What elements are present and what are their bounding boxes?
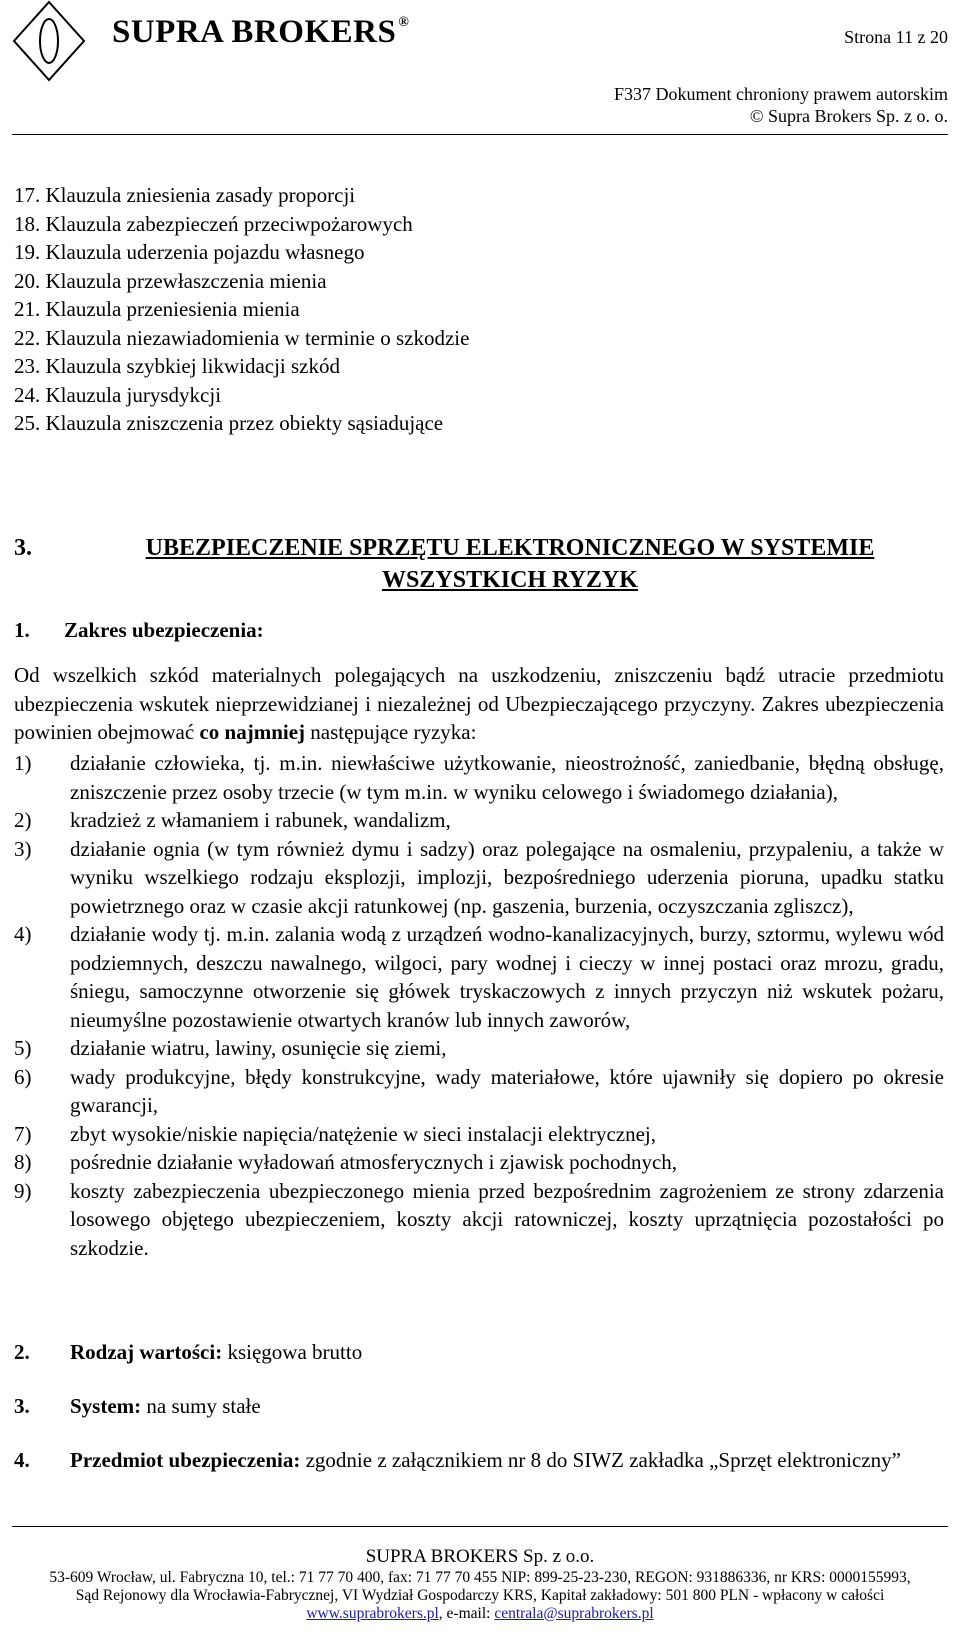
clause-item: 23. Klauzula szybkiej likwidacji szkód	[14, 354, 341, 378]
clause-item: 24. Klauzula jurysdykcji	[14, 382, 222, 407]
copyright-notice	[614, 83, 948, 127]
value-type-item: 2. Rodzaj wartości: księgowa brutto	[14, 1340, 363, 1364]
item-label: Przedmiot ubezpieczenia:	[70, 1448, 301, 1472]
clause-item: 21. Klauzula przeniesienia mienia	[14, 297, 300, 321]
clause-item: 17. Klauzula zniesienia zasady proporcji	[14, 183, 356, 207]
system-item: 3. System: na sumy stałe	[14, 1394, 261, 1418]
scope-intro: Od wszelkich szkód materialnych polegających na uszkodzeniu, zniszczeniu bądź utracie przedmiotu ubezpieczenia wskutek nieprzewidzianej i niezależnej od Ubezpieczającego przyczyny. Zakres ubezpieczenia powinien obejmować co najmniej następujące ryzyka:	[14, 663, 944, 744]
document-protection-line: F337 Dokument chroniony prawem autorskim	[614, 84, 948, 104]
copyright-line: © Supra Brokers Sp. z o. o.	[749, 106, 948, 126]
footer-contact: www.suprabrokers.pl, e-mail: centrala@suprabrokers.pl	[306, 1605, 654, 1622]
footer-address: 53-609 Wrocław, ul. Fabryczna 10, tel.: 71 77 70 400, fax: 71 77 70 455 NIP: 899-25-23-230, REGON: 931886336, nr KRS: 0000155993,	[49, 1569, 911, 1586]
risk-item: 7) zbyt wysokie/niskie napięcia/natężenie w sieci instalacji elektrycznej,	[14, 1121, 657, 1146]
page-number: Strona 11 z 20	[844, 27, 948, 47]
risk-item: 2) kradzież z włamaniem i rabunek, wandalizm,	[14, 808, 451, 832]
clauses-list	[14, 181, 469, 438]
clause-item: 20. Klauzula przewłaszczenia mienia	[14, 268, 327, 293]
company-logo	[12, 0, 86, 82]
footer-company: SUPRA BROKERS Sp. z o.o.	[365, 1546, 595, 1567]
section-title: UBEZPIECZENIE SPRZĘTU ELEKTRONICZNEGO W SYSTEMIE WSZYSTKICH RYZYK	[145, 535, 875, 593]
website-link[interactable]: www.suprabrokers.pl	[306, 1605, 439, 1622]
risk-item: 1) działanie człowieka, tj. m.in. niewłaściwe użytkowanie, nieostrożność, zaniedbanie, błędną obsługę, zniszczenie przez osoby trzecie (w tym m.in. w wyniku celowego i świadomego działania),	[14, 751, 944, 804]
item-label: Rodzaj wartości:	[70, 1340, 223, 1364]
item-label: System:	[70, 1394, 142, 1418]
emphasis-text: co najmniej	[199, 720, 306, 744]
email-link[interactable]: centrala@suprabrokers.pl	[494, 1605, 654, 1622]
risk-item: 9) koszty zabezpieczenia ubezpieczonego mienia przed bezpośrednim zagrożeniem ze strony zdarzenia losowego objętego ubezpieczeniem, koszty akcji ratowniczej, koszty uprzątnięcia pozostałości po szkodzie.	[14, 1178, 944, 1260]
scope-title: Zakres ubezpieczenia:	[64, 618, 264, 642]
risk-item: 8) pośrednie działanie wyładowań atmosferycznych i zjawisk pochodnych,	[14, 1150, 678, 1174]
footer	[0, 1545, 960, 1623]
subject-item: 4. Przedmiot ubezpieczenia: zgodnie z załącznikiem nr 8 do SIWZ zakładka „Sprzęt elektroniczny”	[14, 1448, 901, 1472]
risk-item: 5) działanie wiatru, lawiny, osunięcie się ziemi,	[14, 1036, 447, 1060]
footer-registration: Sąd Rejonowy dla Wrocławia-Fabrycznej, VI Wydział Gospodarczy KRS, Kapitał zakładowy: 501 800 PLN - wpłacony w całości	[75, 1587, 885, 1604]
section-number: 3.	[14, 535, 32, 561]
clause-item: 18. Klauzula zabezpieczeń przeciwpożarowych	[14, 211, 413, 236]
clause-item: 25. Klauzula zniszczenia przez obiekty sąsiadujące	[14, 411, 444, 435]
clause-item: 19. Klauzula uderzenia pojazdu własnego	[14, 240, 365, 264]
clause-item: 22. Klauzula niezawiadomienia w terminie o szkodzie	[14, 325, 470, 350]
brand-name: SUPRA BROKERS ®	[112, 14, 410, 50]
risk-item: 3) działanie ognia (w tym również dymu i sadzy) oraz polegające na osmaleniu, przypaleniu, a także w wyniku wszelkiego rodzaju eksplozji, implozji, bezpośredniego uderzenia pioruna, upadku statku powietrznego oraz w czasie akcji ratunkowej (np. gaszenia, burzenia, oczyszczania zgliszcz),	[14, 836, 944, 918]
scope-heading	[14, 616, 264, 644]
risk-item: 6) wady produkcyjne, błędy konstrukcyjne, wady materiałowe, które ujawniły się dopiero po okresie gwarancji,	[14, 1064, 944, 1117]
risks-list	[14, 749, 944, 1262]
footer-divider	[12, 1526, 948, 1527]
header-divider	[12, 134, 948, 135]
risk-item: 4) działanie wody tj. m.in. zalania wodą z urządzeń wodno-kanalizacyjnych, burzy, sztormu, wylewu wód podziemnych, deszczu nawalnego, wilgoci, pary wodnej i cieczy w innej postaci oraz mrozu, gradu, śniegu, samoczynne otworzenie się główek tryskaczowych z innych przyczyn niż wskutek pożaru, nieumyślne pozostawienie otwartych kranów lub innych zaworów,	[14, 922, 944, 1032]
scope-number: 1.	[14, 618, 30, 642]
